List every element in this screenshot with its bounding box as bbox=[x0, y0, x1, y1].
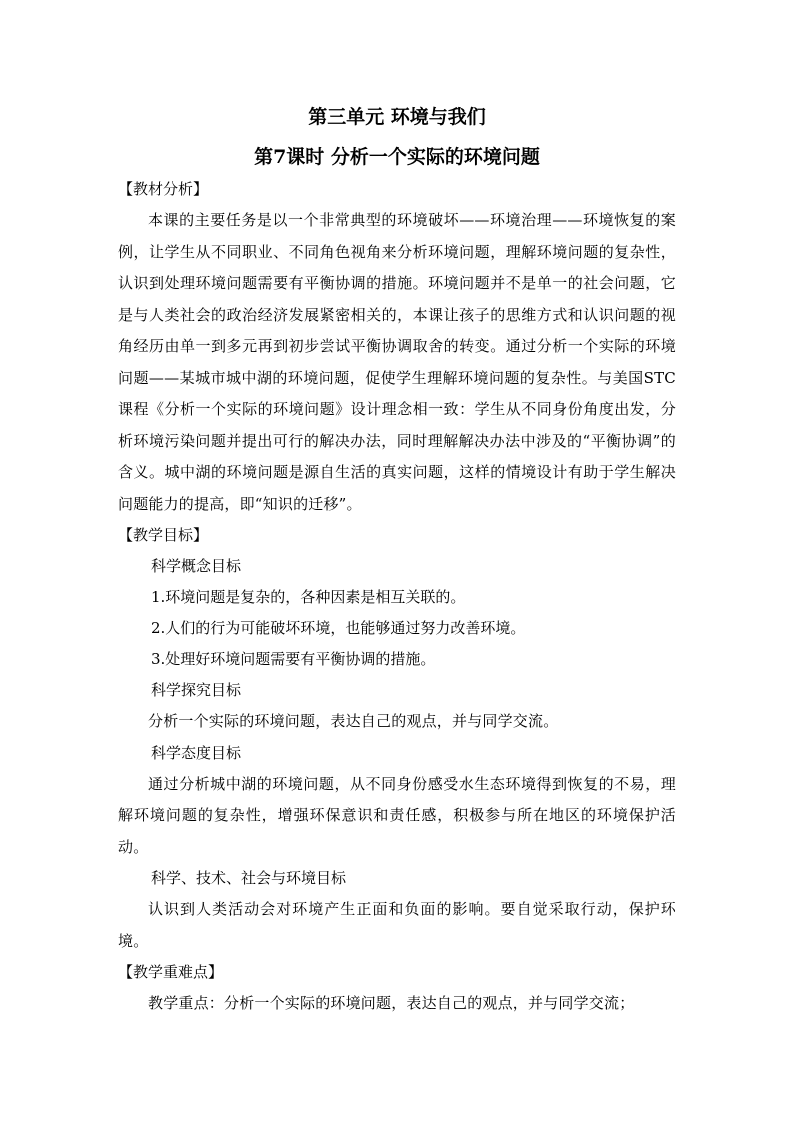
concept-goal-label: 科学概念目标 bbox=[151, 557, 242, 575]
material-analysis-paragraph: 本课的主要任务是以一个非常典型的环境破坏——环境治理——环境恢复的案例，让学生从不同职业、不同角色视角来分析环境问题，理解环境问题的复杂性，认识到处理环境问题需要有平衡协调的措施。环境问题并不是单一的社会问题，它是与人类社会的政治经济发展紧密相关的，本课让孩子的思维方式和认识问题的视角经历由单一到多元再到初步尝试平衡协调取舍的转变。通过分析一个实际的环境问题——某城市城中湖的环境问题，促使学生理解环境问题的复杂性。与美国STC课程《分析一个实际的环境问题》设计理念相一致：学生从不同身份角度出发，分析环境污染问题并提出可行的解决办法，同时理解解决办法中涉及的“平衡协调”的含义。城中湖的环境问题是源自生活的真实问题，这样的情境设计有助于学生解决问题能力的提高，即“知识的迁移”。 bbox=[118, 211, 676, 513]
concept-goal-item-1: 1.环境问题是复杂的，各种因素是相互关联的。 bbox=[151, 588, 466, 606]
concept-goal-item-3: 3.处理好环境问题需要有平衡协调的措施。 bbox=[151, 650, 436, 668]
key-point-text: 教学重点：分析一个实际的环境问题，表达自己的观点，并与同学交流； bbox=[148, 994, 635, 1012]
teaching-goals-heading: 【教学目标】 bbox=[118, 526, 209, 544]
document-content bbox=[118, 100, 676, 1020]
unit-title: 第三单元 环境与我们 bbox=[308, 106, 486, 128]
material-analysis-heading: 【教材分析】 bbox=[118, 180, 209, 198]
inquiry-goal-label: 科学探究目标 bbox=[151, 681, 242, 699]
attitude-goal-label: 科学态度目标 bbox=[151, 743, 242, 762]
key-difficult-points-heading: 【教学重难点】 bbox=[118, 963, 224, 981]
attitude-goal-text: 通过分析城中湖的环境问题，从不同身份感受水生态环境得到恢复的不易，理解环境问题的复杂性，增强环保意识和责任感，积极参与所在地区的环境保护活动。 bbox=[118, 774, 676, 856]
stse-goal-label: 科学、技术、社会与环境目标 bbox=[151, 869, 347, 887]
inquiry-goal-text: 分析一个实际的环境问题，表达自己的观点，并与同学交流。 bbox=[148, 712, 559, 730]
concept-goal-item-2: 2.人们的行为可能破坏环境，也能够通过努力改善环境。 bbox=[151, 619, 526, 637]
lesson-title: 第7课时 分析一个实际的环境问题 bbox=[254, 146, 540, 168]
stse-goal-text: 认识到人类活动会对环境产生正面和负面的影响。要自觉采取行动，保护环境。 bbox=[118, 900, 676, 950]
